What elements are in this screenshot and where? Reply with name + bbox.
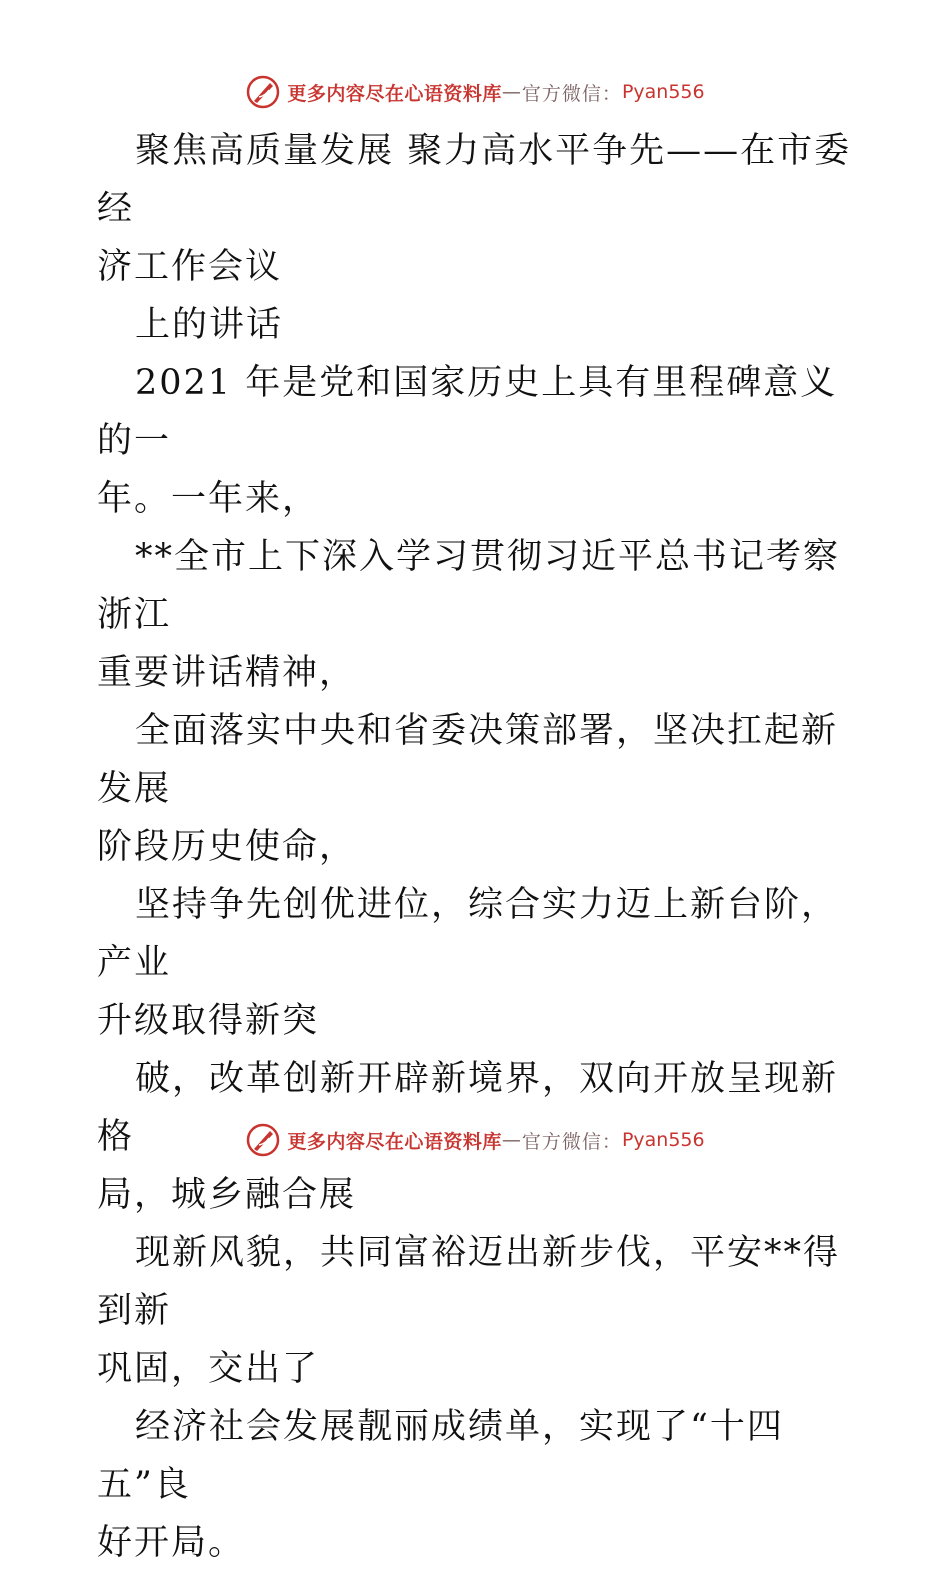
line-text: 济工作会议 bbox=[97, 247, 283, 287]
line-text: 全面落实中央和省委决策部署，坚决扛起新发展 bbox=[97, 711, 839, 809]
text-line bbox=[97, 1224, 867, 1340]
text-line bbox=[97, 1398, 867, 1514]
line-text: 阶段历史使命， bbox=[97, 827, 357, 867]
line-text: 巩固，交出了 bbox=[97, 1349, 320, 1389]
line-text: **全市上下深入学习贯彻习近平总书记考察浙江 bbox=[97, 537, 841, 635]
text-line bbox=[97, 876, 867, 992]
header-banner bbox=[0, 72, 950, 112]
banner-wechat-label: 官方微信： bbox=[521, 82, 622, 105]
text-line bbox=[97, 1166, 867, 1224]
banner-wechat-label: 官方微信： bbox=[521, 1130, 622, 1153]
text-line bbox=[97, 992, 867, 1050]
line-text: 局，城乡融合展 bbox=[97, 1175, 357, 1215]
line-text: 升级取得新突 bbox=[97, 1001, 320, 1041]
text-line bbox=[97, 1340, 867, 1398]
banner-main-text: 更多内容尽在心语资料库 bbox=[287, 1130, 502, 1153]
text-line bbox=[97, 528, 867, 644]
line-text: 聚焦高质量发展 聚力高水平争先——在市委经 bbox=[97, 131, 852, 229]
document-body bbox=[97, 122, 867, 1572]
line-text: 现新风貌，共同富裕迈出新步伐，平安**得到新 bbox=[97, 1233, 841, 1331]
text-line bbox=[97, 354, 867, 470]
line-text: 经济社会发展靓丽成绩单，实现了“十四五”良 bbox=[97, 1407, 784, 1505]
text-line bbox=[97, 702, 867, 818]
line-text: 重要讲话精神， bbox=[97, 653, 357, 693]
line-text: 年。一年来， bbox=[97, 479, 320, 519]
line-text: 坚持争先创优进位，综合实力迈上新台阶，产业 bbox=[97, 885, 839, 983]
banner-separator: — bbox=[501, 81, 522, 103]
text-line bbox=[97, 296, 867, 354]
text-line bbox=[97, 122, 867, 238]
banner-wechat-id: Pyan556 bbox=[621, 81, 705, 103]
text-line bbox=[97, 644, 867, 702]
text-line bbox=[97, 818, 867, 876]
line-text: 破，改革创新开辟新境界，双向开放呈现新格 bbox=[97, 1059, 839, 1157]
line-text: 好开局。 bbox=[97, 1523, 246, 1563]
banner-main-text: 更多内容尽在心语资料库 bbox=[287, 82, 502, 105]
quill-pen-logo-icon bbox=[245, 1122, 281, 1158]
banner-separator: — bbox=[501, 1129, 522, 1151]
quill-pen-logo-icon bbox=[245, 74, 281, 110]
text-line bbox=[97, 238, 867, 296]
text-line bbox=[97, 1514, 867, 1572]
line-text: 上的讲话 bbox=[135, 305, 284, 345]
text-line bbox=[97, 470, 867, 528]
line-text: 2021 年是党和国家历史上具有里程碑意义的一 bbox=[97, 363, 838, 461]
footer-banner bbox=[0, 1120, 950, 1160]
banner-wechat-id: Pyan556 bbox=[621, 1129, 705, 1151]
